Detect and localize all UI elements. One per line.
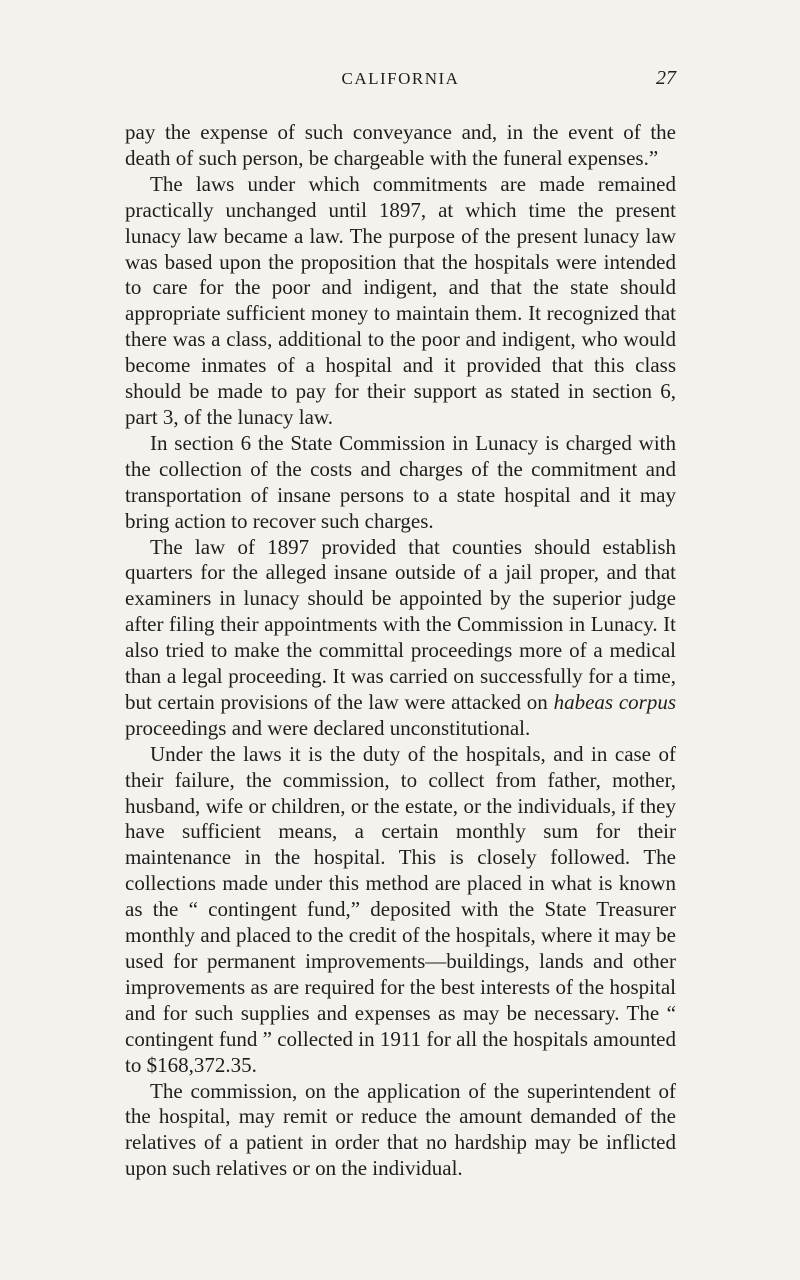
running-head (125, 0, 676, 120)
paragraph-section-6: In section 6 the State Commission in Lunacy is charged with the collection of the costs and charges of the commitment and transportation of insane persons to a state hospital and it may bring action to recover such charges. (125, 430, 676, 533)
paragraph-text: The law of 1897 provided that counties should establish quarters for the alleged insane outside of a jail proper, and that examiners in lunacy should be appointed by the superior judge after filing their appointments with the Commission in Lunacy. It also tried to make the committal proceedings more of a medical than a legal proceeding. It was carried on successfully for a time, but certain provisions of the law were attacked on (125, 534, 676, 714)
habeas-corpus-term: habeas corpus (553, 689, 677, 714)
paragraph-continued-quote: pay the expense of such conveyance and, in the event of the death of such person, be chargeable with the funeral expenses.” (125, 120, 676, 170)
paragraph-lunacy-law-1897: The laws under which commitments are made remained practically unchanged until 1897, at which time the present lunacy law became a law. The purpose of the present lunacy law was based upon the proposition that the hospitals were intended to care for the poor and indigent, and that the state should appropriate sufficient money to maintain them. It recognized that there was a class, additional to the poor and indigent, who would become inmates of a hospital and it provided that this class should be made to pay for their support as stated in section 6, part 3, of the lunacy law. (125, 171, 676, 429)
running-title: CALIFORNIA (341, 69, 460, 88)
page-number: 27 (656, 67, 676, 89)
paragraph-text: proceedings and were declared unconstitutional. (125, 715, 531, 740)
body-text (125, 120, 676, 1182)
paragraph-law-of-1897 (125, 535, 676, 742)
paragraph-contingent-fund: Under the laws it is the duty of the hospitals, and in case of their failure, the commission, to collect from father, mother, husband, wife or children, or the estate, or the individuals, if they have sufficient means, a certain monthly sum for their maintenance in the hospital. This is closely followed. The collections made under this method are placed in what is known as the “ contingent fund,” deposited with the State Treasurer monthly and placed to the credit of the hospitals, where it may be used for permanent improvements—buildings, lands and other improvements as are required for the best interests of the hospital and for such supplies and expenses as may be necessary. The “ contingent fund ” collected in 1911 for all the hospitals amounted to $168,372.35. (125, 741, 676, 1077)
paragraph-commission-remit: The commission, on the application of the superintendent of the hospital, may remit or reduce the amount demanded of the relatives of a patient in order that no hardship may be inflicted upon such relatives or on the individual. (125, 1078, 676, 1181)
